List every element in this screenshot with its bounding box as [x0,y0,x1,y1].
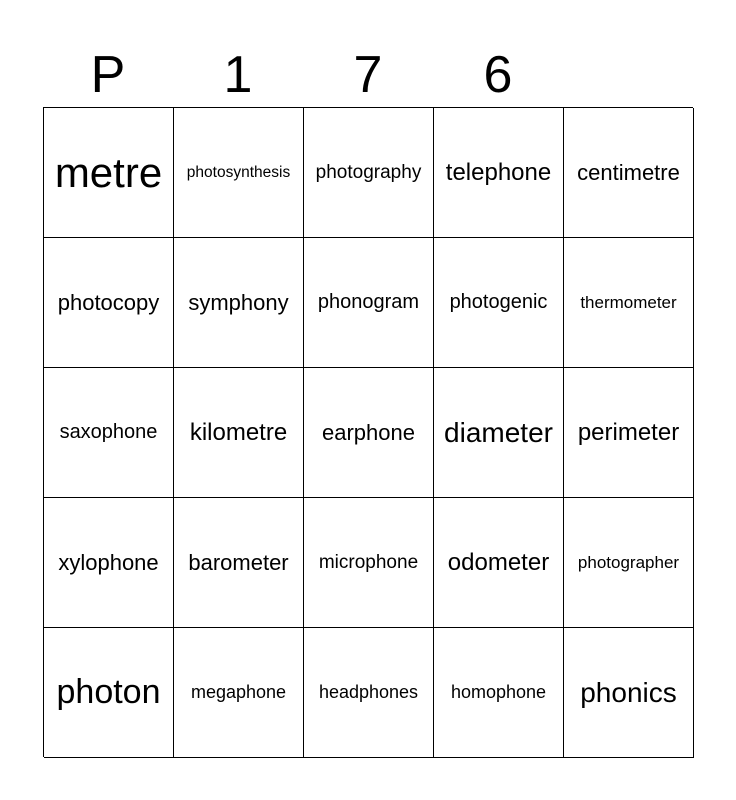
header-letter-2: 1 [223,46,253,104]
bingo-cell-r2-c5[interactable]: thermometer [564,238,694,368]
bingo-cell-r4-c2[interactable]: barometer [174,498,304,628]
bingo-cell-r2-c4[interactable]: photogenic [434,238,564,368]
bingo-cell-r5-c4[interactable]: homophone [434,628,564,758]
bingo-cell-r2-c3[interactable]: phonogram [304,238,434,368]
bingo-cell-r3-c5[interactable]: perimeter [564,368,694,498]
bingo-cell-r1-c4[interactable]: telephone [434,108,564,238]
bingo-cell-r4-c4[interactable]: odometer [434,498,564,628]
header-letter-1: P [90,46,126,104]
bingo-cell-r4-c5[interactable]: photographer [564,498,694,628]
header-letter-4: 6 [483,46,513,104]
header-letter-3: 7 [353,46,383,104]
bingo-cell-r5-c3[interactable]: headphones [304,628,434,758]
bingo-cell-r5-c2[interactable]: megaphone [174,628,304,758]
bingo-header [43,42,693,108]
bingo-cell-r4-c1[interactable]: xylophone [44,498,174,628]
bingo-cell-r1-c1[interactable]: metre [44,108,174,238]
bingo-cell-r5-c1[interactable]: photon [44,628,174,758]
bingo-cell-r3-c4[interactable]: diameter [434,368,564,498]
bingo-cell-r3-c2[interactable]: kilometre [174,368,304,498]
bingo-cell-r3-c3[interactable]: earphone [304,368,434,498]
bingo-cell-r3-c1[interactable]: saxophone [44,368,174,498]
bingo-cell-r1-c2[interactable]: photosynthesis [174,108,304,238]
header-letter-5 [563,42,693,108]
bingo-cell-r2-c2[interactable]: symphony [174,238,304,368]
bingo-cell-r4-c3[interactable]: microphone [304,498,434,628]
bingo-cell-r1-c3[interactable]: photography [304,108,434,238]
bingo-cell-r2-c1[interactable]: photocopy [44,238,174,368]
bingo-board [43,107,693,757]
bingo-cell-r1-c5[interactable]: centimetre [564,108,694,238]
bingo-cell-r5-c5[interactable]: phonics [564,628,694,758]
